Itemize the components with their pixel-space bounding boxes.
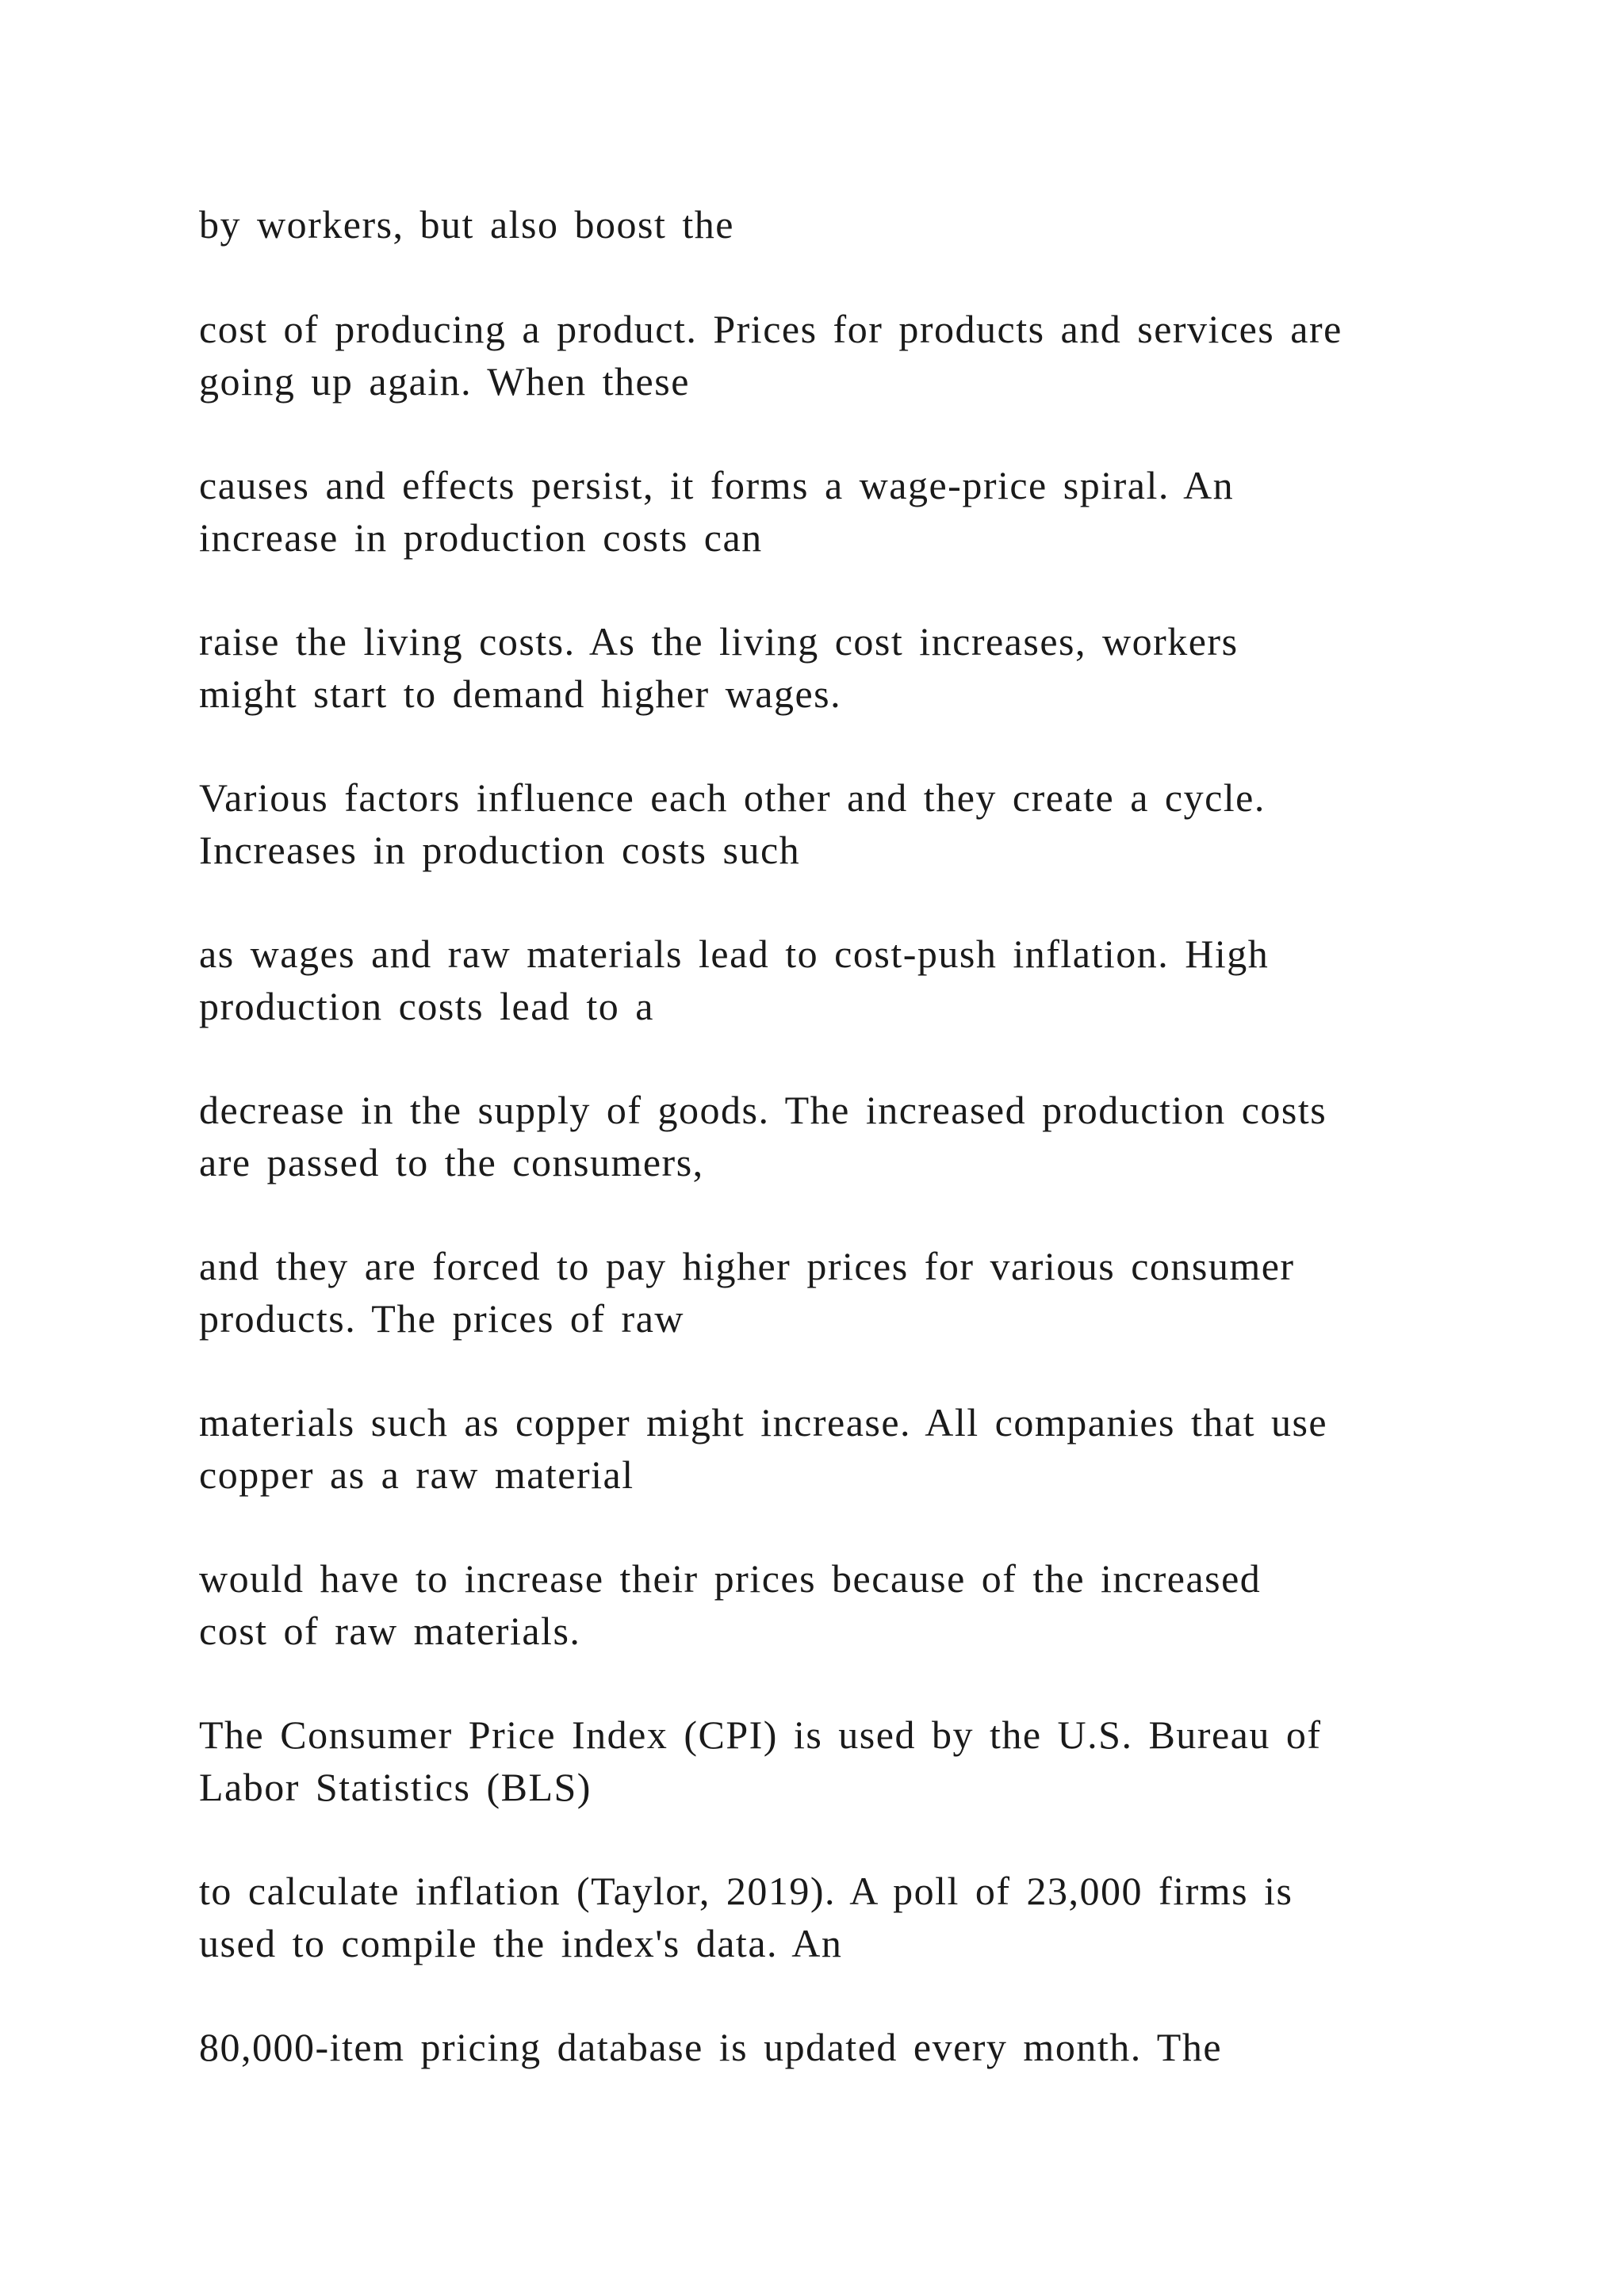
text-line: going up again. When these bbox=[199, 359, 690, 404]
text-line: products. The prices of raw bbox=[199, 1296, 685, 1341]
text-line: increase in production costs can bbox=[199, 515, 763, 560]
text-line: Increases in production costs such bbox=[199, 828, 801, 872]
text-line: Various factors influence each other and they create a cycle. bbox=[199, 775, 1266, 820]
paragraph bbox=[199, 1396, 1515, 1501]
text-line: are passed to the consumers, bbox=[199, 1140, 704, 1184]
text-line: materials such as copper might increase. All companies that use bbox=[199, 1400, 1328, 1445]
text-line: to calculate inflation (Taylor, 2019). A poll of 23,000 firms is bbox=[199, 1869, 1293, 1913]
text-line: copper as a raw material bbox=[199, 1452, 634, 1497]
paragraph bbox=[199, 1709, 1515, 1813]
paragraph bbox=[199, 615, 1515, 720]
paragraph bbox=[199, 771, 1515, 876]
text-line: would have to increase their prices because of the increased bbox=[199, 1556, 1262, 1601]
text-line: causes and effects persist, it forms a wage-price spiral. An bbox=[199, 463, 1235, 507]
text-line: The Consumer Price Index (CPI) is used by the U.S. Bureau of bbox=[199, 1712, 1322, 1757]
text-line: cost of raw materials. bbox=[199, 1609, 581, 1653]
paragraph bbox=[199, 1865, 1515, 1969]
text-line: decrease in the supply of goods. The increased production costs bbox=[199, 1088, 1327, 1132]
paragraph bbox=[199, 1084, 1515, 1188]
text-line: used to compile the index's data. An bbox=[199, 1921, 843, 1965]
paragraph bbox=[199, 1240, 1515, 1345]
paragraph bbox=[199, 459, 1515, 564]
text-line: Labor Statistics (BLS) bbox=[199, 1765, 592, 1809]
text-line: cost of producing a product. Prices for products and services are bbox=[199, 307, 1342, 351]
paragraph bbox=[199, 928, 1515, 1032]
text-line: and they are forced to pay higher prices for various consumer bbox=[199, 1244, 1295, 1288]
paragraph bbox=[199, 198, 1515, 251]
text-line: by workers, but also boost the bbox=[199, 202, 734, 247]
paragraph bbox=[199, 2021, 1515, 2073]
paragraph bbox=[199, 1552, 1515, 1657]
text-line: production costs lead to a bbox=[199, 984, 654, 1028]
text-line: raise the living costs. As the living cost increases, workers bbox=[199, 619, 1239, 664]
paragraph bbox=[199, 303, 1515, 408]
text-line: might start to demand higher wages. bbox=[199, 672, 842, 716]
text-line: 80,000-item pricing database is updated every month. The bbox=[199, 2025, 1223, 2069]
text-line: as wages and raw materials lead to cost-push inflation. High bbox=[199, 932, 1270, 976]
